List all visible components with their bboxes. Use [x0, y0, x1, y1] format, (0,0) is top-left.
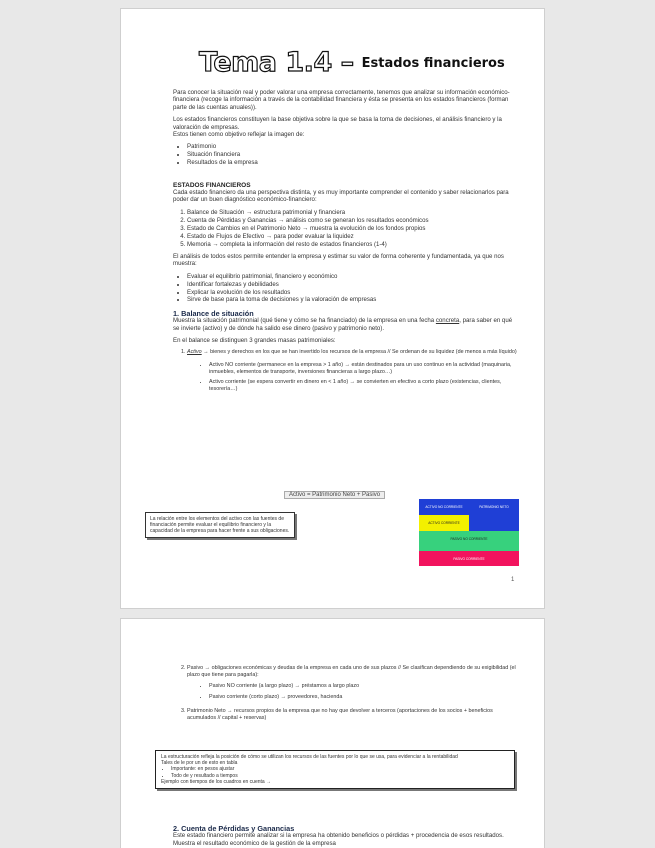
title-main: Tema 1.4 –	[199, 47, 354, 78]
masas-list	[187, 349, 518, 392]
list-item: • Todo de y resultado a tiempos	[171, 773, 509, 779]
page-2-body	[173, 665, 518, 727]
balance-heading: 1. Balance de situación	[173, 308, 254, 318]
list-item: • Identificar fortalezas y debilidades	[187, 281, 518, 288]
diagram-activo-no-corriente: ACTIVO NO CORRIENTE	[419, 499, 469, 515]
list-item-pasivo: 2. Pasivo → obligaciones económicas y deudas de la empresa en cada uno de sus plazos // Se clasifican dependiendo de su exigibilidad (el plazo que tiene para pagarla): • Pasivo NO corriente (a largo plazo) → préstamos a largo plazo • Pasivo corriente (corto plazo) → proveedores, hacienda	[187, 665, 518, 700]
list-item: 4. Estado de Flujos de Efectivo → para poder evaluar la liquidez	[187, 233, 518, 240]
balance-text: Muestra la situación patrimonial (qué tiene y cómo se ha financiado) de la empresa en una fecha concreta, para saber en qué se invierte (activo) y de dónde ha salido ese dinero (pasivo y patrimonio neto).	[173, 317, 513, 332]
diagram-pasivo-corriente: PASIVO CORRIENTE	[419, 551, 519, 566]
page-2-cyp	[173, 819, 518, 848]
list-item: 5. Memoria → completa la información del resto de estados financieros (1-4)	[187, 241, 518, 248]
intro-paragraph: Para conocer la situación real y poder valorar una empresa correctamente, tenemos que analizar su información económico-financiera (recoge la información a través de la contabilidad financiera y ésta se presenta en los estados financieros (forman parte de las cuentas anuales)).	[173, 89, 510, 111]
diagram-pasivo-no-corriente: PASIVO NO CORRIENTE	[419, 531, 519, 551]
list-item: 3. Estado de Cambios en el Patrimonio Neto → muestra la evolución de los fondos propios	[187, 225, 518, 232]
list-item: • Sirve de base para la toma de decisiones y la valoración de empresas	[187, 296, 518, 303]
imagen-list	[187, 143, 518, 166]
balance-equation: Activo = Patrimonio Neto + Pasivo	[284, 491, 385, 499]
estados-list	[187, 209, 518, 248]
list-item: 2. Cuenta de Pérdidas y Ganancias → análisis como se generan los resultados económicos	[187, 217, 518, 224]
list-item: • Importante: en pesos ajustar	[171, 766, 509, 772]
document-title	[199, 47, 505, 78]
note-box: La relación entre los elementos del activo con las fuentes de financiación permite evaluar el equilibrio financiero y la capacidad de la empresa para hacer frente a sus obligaciones.	[145, 512, 295, 538]
pasivo-list	[187, 665, 518, 722]
list-item-patrimonio-neto: 3. Patrimonio Neto → recursos propios de la empresa que no hay que devolver a terceros (aportaciones de los socios + beneficios acumulados // capital + reservas)	[187, 708, 518, 721]
page-1	[120, 8, 545, 609]
list-item: • Pasivo NO corriente (a largo plazo) → préstamos a largo plazo	[209, 683, 518, 690]
list-item: • Evaluar el equilibrio patrimonial, financiero y económico	[187, 273, 518, 280]
cyp-text: Este estado financiero permite analizar si la empresa ha obtenido beneficios o pérdidas + procedencia de esos resultados. Muestra el resultado económico de la gestión de la empresa	[173, 832, 504, 847]
list-item: • Activo corriente (se espera convertir en dinero en < 1 año) → se convierten en efectivo a corto plazo (existencias, clientes, tesorería…)	[209, 379, 518, 392]
cyp-heading: 2. Cuenta de Pérdidas y Ganancias	[173, 824, 295, 833]
list-item: • Resultados de la empresa	[187, 159, 518, 166]
section-text: Cada estado financiero da una perspectiva distinta, y es muy importante comprender el contenido y saber relacionarlos para poder dar un buen diagnóstico económico-financiero:	[173, 189, 509, 204]
title-sub: Estados financieros	[361, 56, 505, 71]
page-1-body	[173, 89, 518, 397]
page-2	[120, 618, 545, 848]
list-item-activo: 1. Activo → bienes y derechos en los que se han invertido los recursos de la empresa // Se ordenan de su liquidez (de menos a más líquido) • Activo NO corriente (permanece en la empresa > 1 año) → están destinados para un uso continuo en la actividad (maquinaria, inmuebles, elementos de transporte, inversiones financieras a largo plazo…) • Activo corriente (se espera convertir en dinero en < 1 año) → se convierten en efectivo a corto plazo (existencias, clientes, tesorería…)	[187, 349, 518, 392]
summary-box: La estructuración refleja la posición de cómo se utilizan los recursos de las fuentes por lo que se usa, para evidenciar a la rentabilidad Tales de le por un de esto en tabla • Importante: en pesos ajustar • Todo de y resultado a tiempos Ejemplo con tiempos de los cuadros en cuenta →	[155, 750, 515, 789]
list-item: • Activo NO corriente (permanece en la empresa > 1 año) → están destinados para un uso continuo en la actividad (maquinaria, inmuebles, elementos de transporte, inversiones financieras a largo plazo…)	[209, 362, 518, 375]
list-item: 1. Balance de Situación → estructura patrimonial y financiera	[187, 209, 518, 216]
masas-text: En el balance se distinguen 3 grandes masas patrimoniales:	[173, 337, 336, 345]
analisis-list	[187, 273, 518, 304]
diagram-activo-corriente: ACTIVO CORRIENTE	[419, 515, 469, 531]
list-item: • Patrimonio	[187, 143, 518, 150]
page-number: 1	[511, 577, 515, 583]
list-item: • Situación financiera	[187, 151, 518, 158]
diagram-patrimonio-neto: PATRIMONIO NETO	[469, 499, 519, 531]
paragraph-base-objetiva: Los estados financieros constituyen la base objetiva sobre la que se basa la toma de decisiones, el análisis financiero y la valoración de empresas. Estos tienen como objetivo reflejar la imagen de:	[173, 116, 502, 139]
balance-diagram	[419, 499, 519, 566]
list-item: • Pasivo corriente (corto plazo) → proveedores, hacienda	[209, 694, 518, 701]
analisis-text: El análisis de todos estos permite entender la empresa y estimar su valor de forma coherente y fundamentada, ya que nos muestra:	[173, 252, 504, 268]
section-heading-estados: ESTADOS FINANCIEROS	[173, 181, 251, 189]
list-item: • Explicar la evolución de los resultados	[187, 289, 518, 296]
